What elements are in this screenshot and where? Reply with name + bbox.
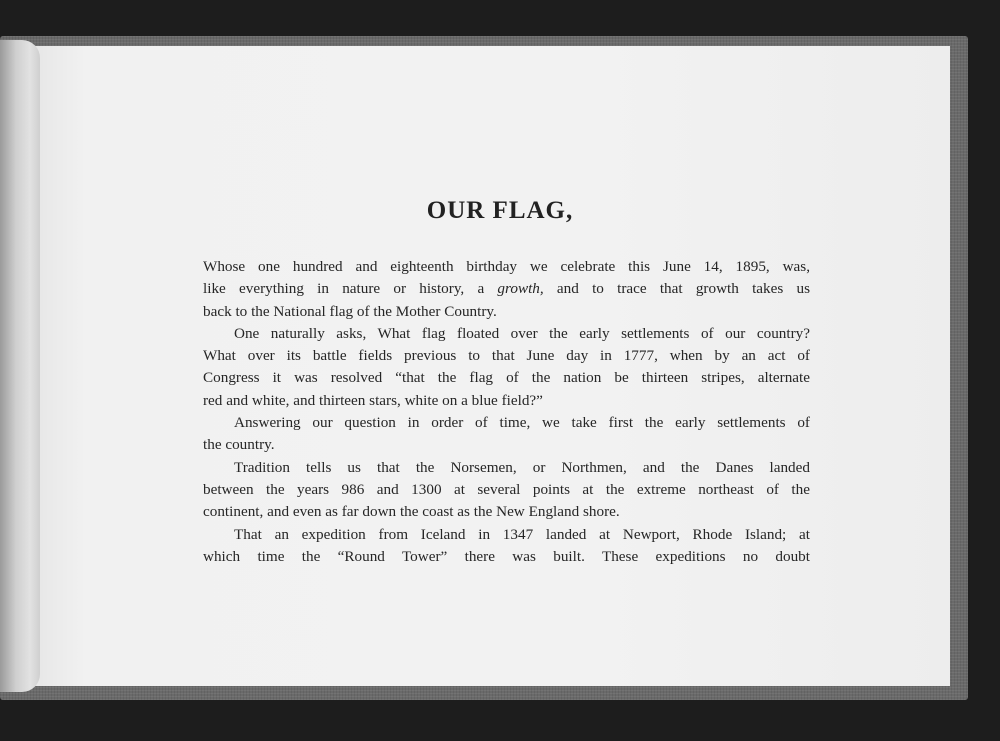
text-line: That an expedition from Iceland in 1347 landed at Newport, Rhode Island; at bbox=[234, 525, 810, 543]
text-line: One naturally asks, What flag floated over the early settlements of our country? bbox=[234, 324, 810, 342]
text-line: Answering our question in order of time, we take first the early settlements of bbox=[234, 414, 810, 432]
text-line: the country. bbox=[203, 436, 275, 454]
italic-word: growth, bbox=[497, 280, 544, 298]
text-line: between the years 986 and 1300 at several points at the extreme northeast of the bbox=[203, 480, 810, 498]
previous-page-edge bbox=[0, 40, 40, 692]
text-line: which time the “Round Tower” there was built. These expeditions no doubt bbox=[203, 547, 810, 565]
text-line: What over its battle fields previous to that June day in 1777, when by an act of bbox=[203, 347, 810, 365]
page-body bbox=[203, 256, 810, 568]
text-line: Congress it was resolved “that the flag of the nation be thirteen stripes, alternate bbox=[203, 369, 810, 387]
text-line: Whose one hundred and eighteenth birthday we celebrate this June 14, 1895, was, bbox=[203, 258, 810, 275]
text-line bbox=[203, 278, 810, 300]
text-line: continent, and even as far down the coast as the New England shore. bbox=[203, 503, 620, 521]
text-line: Tradition tells us that the Norsemen, or Northmen, and the Danes landed bbox=[234, 458, 810, 476]
text-line: red and white, and thirteen stars, white on a blue field?” bbox=[203, 391, 543, 409]
text-fragment: and to trace that growth takes us bbox=[543, 280, 810, 298]
text-fragment: like everything in nature or history, a bbox=[203, 280, 498, 298]
text-line: back to the National flag of the Mother Country. bbox=[203, 302, 497, 320]
page-title: OUR FLAG, bbox=[426, 197, 574, 224]
